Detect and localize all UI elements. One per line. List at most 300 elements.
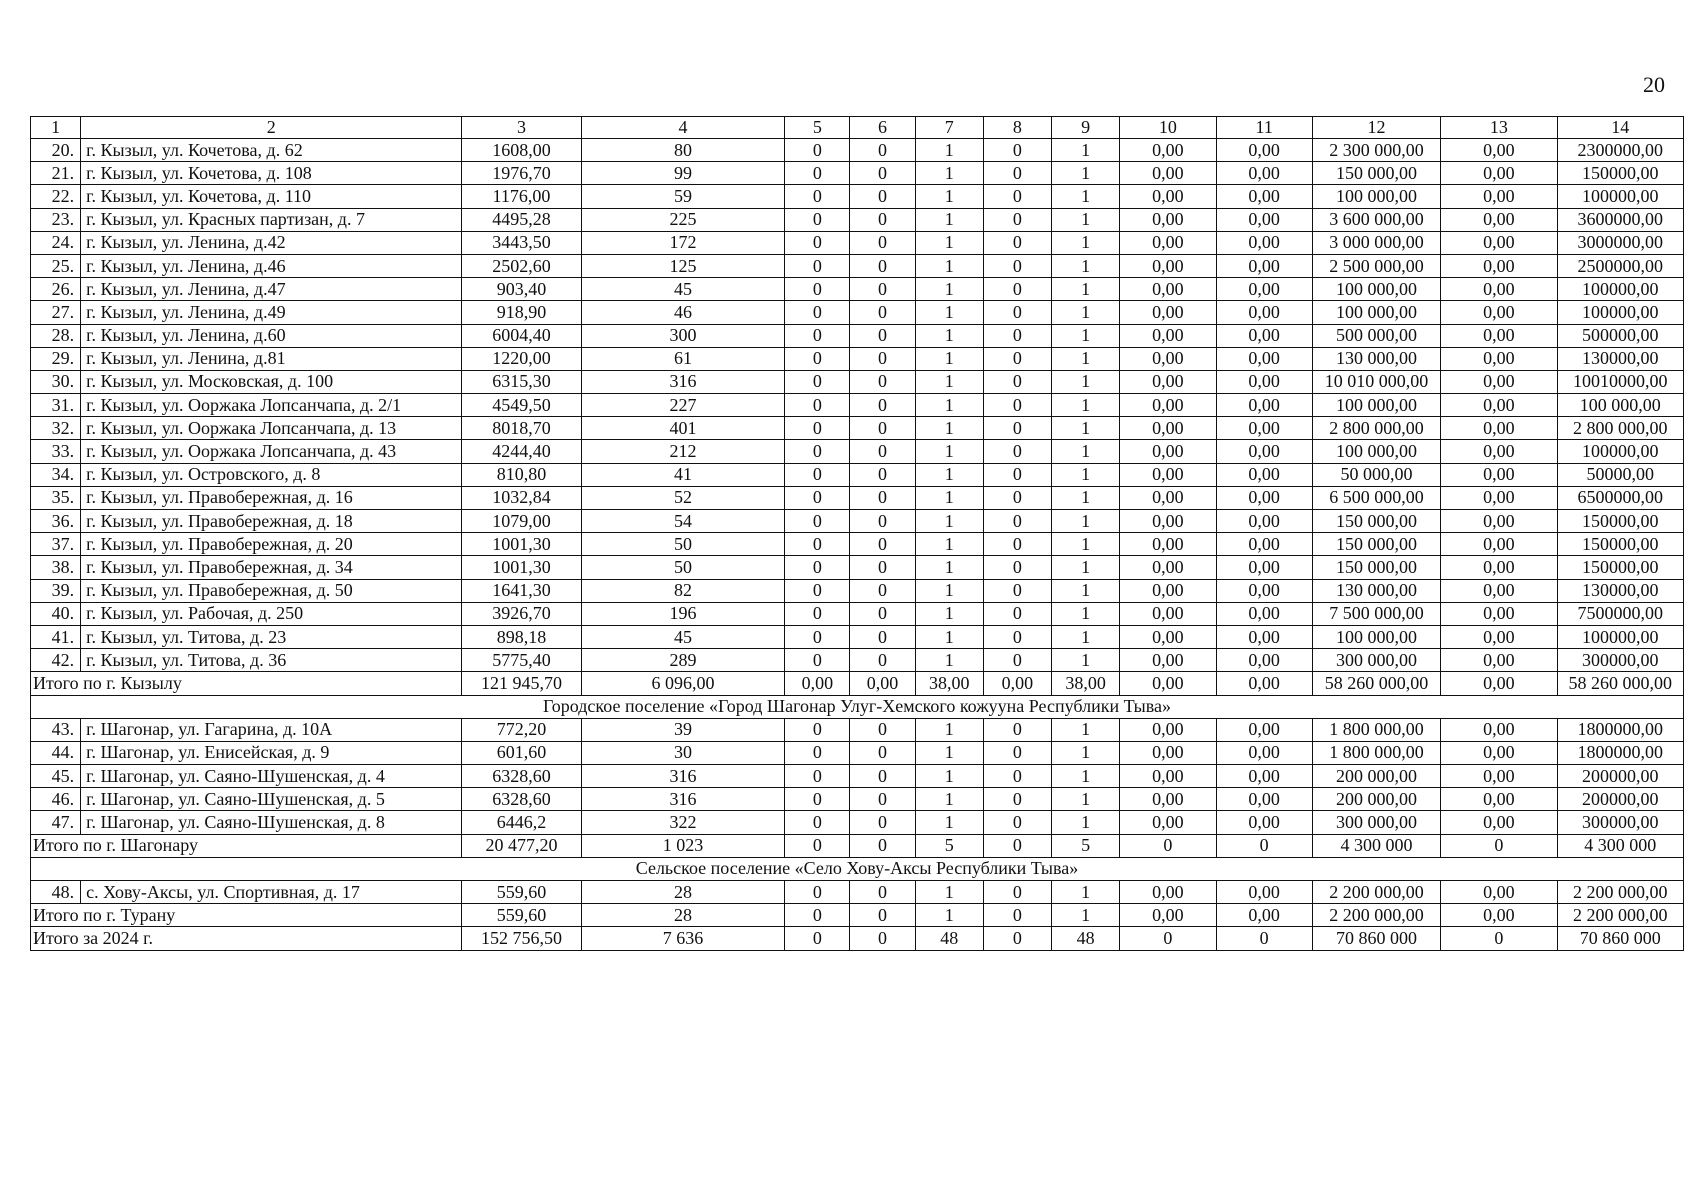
value-cell: 1 (915, 881, 983, 904)
row-number: 24. (31, 231, 81, 254)
value-cell: 7 500 000,00 (1312, 602, 1440, 625)
table-row (31, 602, 1684, 625)
value-cell: 1 (1052, 394, 1120, 417)
value-cell: 50 (581, 533, 785, 556)
value-cell: 0 (983, 649, 1051, 672)
value-cell: 0,00 (1216, 231, 1312, 254)
value-cell: 0 (850, 440, 915, 463)
value-cell: 1 (915, 486, 983, 509)
value-cell: 225 (581, 208, 785, 231)
value-cell: 0 (850, 486, 915, 509)
value-cell: 0 (850, 208, 915, 231)
value-cell: 3000000,00 (1557, 231, 1683, 254)
table-row (31, 765, 1684, 788)
table-row (31, 881, 1684, 904)
value-cell: 1641,30 (462, 579, 581, 602)
value-cell: 1 (1052, 881, 1120, 904)
address-cell: г. Кызыл, ул. Островского, д. 8 (81, 463, 462, 486)
value-cell: 0 (785, 440, 850, 463)
value-cell: 0 (785, 486, 850, 509)
value-cell: 1 (915, 278, 983, 301)
value-cell: 0,00 (1120, 278, 1216, 301)
value-cell: 50 (581, 556, 785, 579)
value-cell: 300 000,00 (1312, 649, 1440, 672)
value-cell: 41 (581, 463, 785, 486)
row-number: 43. (31, 718, 81, 741)
value-cell: 100 000,00 (1312, 301, 1440, 324)
table-row (31, 185, 1684, 208)
table-row (31, 811, 1684, 834)
value-cell: 316 (581, 788, 785, 811)
total-cell: 0,00 (1441, 672, 1557, 695)
section-header-row (31, 695, 1684, 718)
value-cell: 6328,60 (462, 788, 581, 811)
value-cell: 6 500 000,00 (1312, 486, 1440, 509)
value-cell: 0 (785, 185, 850, 208)
value-cell: 0,00 (1216, 741, 1312, 764)
value-cell: 300000,00 (1557, 649, 1683, 672)
value-cell: 59 (581, 185, 785, 208)
value-cell: 3600000,00 (1557, 208, 1683, 231)
value-cell: 0 (785, 417, 850, 440)
value-cell: 0,00 (1216, 208, 1312, 231)
value-cell: 0,00 (1441, 579, 1557, 602)
value-cell: 0,00 (1441, 556, 1557, 579)
column-number-header: 7 (915, 117, 983, 139)
value-cell: 0,00 (1441, 347, 1557, 370)
value-cell: 300 (581, 324, 785, 347)
value-cell: 0 (785, 510, 850, 533)
value-cell: 100000,00 (1557, 185, 1683, 208)
value-cell: 1 (915, 741, 983, 764)
value-cell: 1 (915, 370, 983, 393)
address-cell: г. Кызыл, ул. Кочетова, д. 110 (81, 185, 462, 208)
total-cell: 0 (850, 834, 915, 857)
value-cell: 0,00 (1120, 463, 1216, 486)
value-cell: 1 (1052, 741, 1120, 764)
value-cell: 0,00 (1441, 231, 1557, 254)
total-cell: 0,00 (850, 672, 915, 695)
value-cell: 100 000,00 (1312, 625, 1440, 648)
value-cell: 0 (785, 463, 850, 486)
address-cell: г. Кызыл, ул. Ленина, д.47 (81, 278, 462, 301)
row-number: 22. (31, 185, 81, 208)
value-cell: 6446,2 (462, 811, 581, 834)
total-label: Итого по г. Шагонару (31, 834, 462, 857)
value-cell: 0,00 (1441, 649, 1557, 672)
total-cell: 0 (1216, 927, 1312, 950)
value-cell: 401 (581, 417, 785, 440)
value-cell: 0,00 (1216, 347, 1312, 370)
value-cell: 0 (785, 625, 850, 648)
value-cell: 0 (785, 324, 850, 347)
table-row (31, 347, 1684, 370)
table-row (31, 208, 1684, 231)
address-cell: г. Шагонар, ул. Саяно-Шушенская, д. 8 (81, 811, 462, 834)
value-cell: 1 (915, 139, 983, 162)
table-row (31, 556, 1684, 579)
column-number-header: 2 (81, 117, 462, 139)
value-cell: 80 (581, 139, 785, 162)
value-cell: 99 (581, 162, 785, 185)
value-cell: 1 (1052, 811, 1120, 834)
table-row (31, 301, 1684, 324)
address-cell: г. Кызыл, ул. Правобережная, д. 34 (81, 556, 462, 579)
row-number: 36. (31, 510, 81, 533)
value-cell: 0 (850, 278, 915, 301)
table-row (31, 533, 1684, 556)
column-number-header: 11 (1216, 117, 1312, 139)
column-number-header: 14 (1557, 117, 1683, 139)
total-cell: 0 (1441, 834, 1557, 857)
grand-total-row (31, 927, 1684, 950)
value-cell: 4495,28 (462, 208, 581, 231)
value-cell: 0 (983, 231, 1051, 254)
register-table (30, 116, 1684, 951)
value-cell: 0,00 (1120, 556, 1216, 579)
table-body (31, 117, 1684, 951)
address-cell: г. Шагонар, ул. Саяно-Шушенская, д. 4 (81, 765, 462, 788)
value-cell: 1 (1052, 301, 1120, 324)
row-number: 26. (31, 278, 81, 301)
row-number: 35. (31, 486, 81, 509)
value-cell: 3 000 000,00 (1312, 231, 1440, 254)
value-cell: 6500000,00 (1557, 486, 1683, 509)
value-cell: 0,00 (1441, 185, 1557, 208)
value-cell: 0 (983, 254, 1051, 277)
value-cell: 2300000,00 (1557, 139, 1683, 162)
value-cell: 82 (581, 579, 785, 602)
value-cell: 1 (1052, 208, 1120, 231)
value-cell: 0,00 (1441, 324, 1557, 347)
value-cell: 0 (785, 741, 850, 764)
value-cell: 1 (1052, 440, 1120, 463)
address-cell: г. Кызыл, ул. Кочетова, д. 108 (81, 162, 462, 185)
value-cell: 0 (850, 602, 915, 625)
value-cell: 54 (581, 510, 785, 533)
value-cell: 200000,00 (1557, 765, 1683, 788)
total-label: Итого за 2024 г. (31, 927, 462, 950)
total-cell: 0 (785, 927, 850, 950)
table-row (31, 486, 1684, 509)
value-cell: 46 (581, 301, 785, 324)
value-cell: 1001,30 (462, 533, 581, 556)
column-number-header: 4 (581, 117, 785, 139)
value-cell: 0,00 (1216, 254, 1312, 277)
value-cell: 1 (915, 649, 983, 672)
address-cell: г. Шагонар, ул. Гагарина, д. 10А (81, 718, 462, 741)
value-cell: 100 000,00 (1312, 278, 1440, 301)
value-cell: 4244,40 (462, 440, 581, 463)
value-cell: 0 (983, 162, 1051, 185)
value-cell: 0 (850, 394, 915, 417)
address-cell: г. Кызыл, ул. Ленина, д.49 (81, 301, 462, 324)
value-cell: 0,00 (1441, 208, 1557, 231)
value-cell: 1800000,00 (1557, 741, 1683, 764)
table-row (31, 741, 1684, 764)
value-cell: 300000,00 (1557, 811, 1683, 834)
value-cell: 0,00 (1441, 278, 1557, 301)
value-cell: 150000,00 (1557, 162, 1683, 185)
section-title: Сельское поселение «Село Хову-Аксы Республики Тыва» (31, 857, 1684, 880)
total-cell: 58 260 000,00 (1557, 672, 1683, 695)
value-cell: 0 (983, 324, 1051, 347)
row-number: 31. (31, 394, 81, 417)
value-cell: 0 (983, 370, 1051, 393)
value-cell: 810,80 (462, 463, 581, 486)
table-row (31, 510, 1684, 533)
value-cell: 0,00 (1216, 625, 1312, 648)
value-cell: 0,00 (1216, 486, 1312, 509)
page-number: 20 (1643, 72, 1665, 97)
value-cell: 0 (983, 811, 1051, 834)
value-cell: 1 (915, 579, 983, 602)
value-cell: 100 000,00 (1312, 185, 1440, 208)
value-cell: 0 (785, 394, 850, 417)
value-cell: 0,00 (1120, 370, 1216, 393)
address-cell: г. Кызыл, ул. Ооржака Лопсанчапа, д. 2/1 (81, 394, 462, 417)
row-number: 27. (31, 301, 81, 324)
table-row (31, 463, 1684, 486)
value-cell: 2 200 000,00 (1312, 881, 1440, 904)
value-cell: 0 (850, 231, 915, 254)
value-cell: 130000,00 (1557, 579, 1683, 602)
column-number-header: 10 (1120, 117, 1216, 139)
value-cell: 100000,00 (1557, 301, 1683, 324)
value-cell: 0 (850, 765, 915, 788)
value-cell: 6004,40 (462, 324, 581, 347)
value-cell: 0 (785, 162, 850, 185)
value-cell: 0 (983, 463, 1051, 486)
value-cell: 0 (785, 254, 850, 277)
value-cell: 1 (1052, 533, 1120, 556)
value-cell: 0 (850, 463, 915, 486)
value-cell: 1 (1052, 278, 1120, 301)
value-cell: 1 (1052, 579, 1120, 602)
address-cell: г. Кызыл, ул. Правобережная, д. 16 (81, 486, 462, 509)
value-cell: 1 (1052, 324, 1120, 347)
value-cell: 1 (1052, 463, 1120, 486)
value-cell: 0 (983, 510, 1051, 533)
value-cell: 1220,00 (462, 347, 581, 370)
total-cell: 20 477,20 (462, 834, 581, 857)
total-cell: 0 (983, 834, 1051, 857)
value-cell: 1 (1052, 185, 1120, 208)
value-cell: 0 (983, 440, 1051, 463)
value-cell: 1001,30 (462, 556, 581, 579)
value-cell: 0,00 (1216, 579, 1312, 602)
total-cell: 70 860 000 (1557, 927, 1683, 950)
address-cell: г. Шагонар, ул. Саяно-Шушенская, д. 5 (81, 788, 462, 811)
column-number-header: 3 (462, 117, 581, 139)
value-cell: 0 (850, 139, 915, 162)
value-cell: 150 000,00 (1312, 533, 1440, 556)
address-cell: с. Хову-Аксы, ул. Спортивная, д. 17 (81, 881, 462, 904)
value-cell: 1 (915, 602, 983, 625)
value-cell: 0 (983, 486, 1051, 509)
address-cell: г. Кызыл, ул. Ленина, д.81 (81, 347, 462, 370)
column-number-header: 5 (785, 117, 850, 139)
value-cell: 1 (1052, 347, 1120, 370)
value-cell: 0 (850, 625, 915, 648)
value-cell: 100 000,00 (1557, 394, 1683, 417)
total-cell: 0 (1441, 927, 1557, 950)
value-cell: 0,00 (1216, 278, 1312, 301)
value-cell: 0,00 (1216, 440, 1312, 463)
total-cell: 0,00 (785, 672, 850, 695)
value-cell: 1 (915, 231, 983, 254)
value-cell: 200 000,00 (1312, 765, 1440, 788)
value-cell: 0,00 (1216, 811, 1312, 834)
value-cell: 1 (1052, 162, 1120, 185)
value-cell: 0 (850, 417, 915, 440)
value-cell: 1 (915, 254, 983, 277)
table-row (31, 788, 1684, 811)
total-cell: 1 023 (581, 834, 785, 857)
total-cell: 5 (915, 834, 983, 857)
value-cell: 1 (915, 440, 983, 463)
value-cell: 0 (850, 370, 915, 393)
value-cell: 1 (915, 765, 983, 788)
value-cell: 0,00 (1441, 811, 1557, 834)
table-row (31, 417, 1684, 440)
value-cell: 0,00 (1441, 625, 1557, 648)
total-cell: 0 (850, 904, 915, 927)
address-cell: г. Кызыл, ул. Правобережная, д. 18 (81, 510, 462, 533)
value-cell: 100000,00 (1557, 278, 1683, 301)
value-cell: 100 000,00 (1312, 440, 1440, 463)
value-cell: 2500000,00 (1557, 254, 1683, 277)
total-cell: 0 (1120, 927, 1216, 950)
value-cell: 0,00 (1441, 301, 1557, 324)
value-cell: 3926,70 (462, 602, 581, 625)
value-cell: 0 (850, 579, 915, 602)
total-cell: 0,00 (1441, 904, 1557, 927)
value-cell: 1 (1052, 231, 1120, 254)
value-cell: 0,00 (1120, 185, 1216, 208)
value-cell: 1800000,00 (1557, 718, 1683, 741)
value-cell: 0 (785, 649, 850, 672)
value-cell: 100000,00 (1557, 625, 1683, 648)
table-row (31, 324, 1684, 347)
total-cell: 2 200 000,00 (1312, 904, 1440, 927)
value-cell: 0,00 (1216, 394, 1312, 417)
value-cell: 0 (983, 417, 1051, 440)
value-cell: 1 (915, 718, 983, 741)
total-cell: 28 (581, 904, 785, 927)
total-cell: 58 260 000,00 (1312, 672, 1440, 695)
value-cell: 130 000,00 (1312, 347, 1440, 370)
value-cell: 1 (915, 394, 983, 417)
value-cell: 0,00 (1216, 718, 1312, 741)
value-cell: 30 (581, 741, 785, 764)
value-cell: 0,00 (1120, 788, 1216, 811)
value-cell: 2 200 000,00 (1557, 881, 1683, 904)
value-cell: 150 000,00 (1312, 556, 1440, 579)
value-cell: 0,00 (1441, 788, 1557, 811)
value-cell: 150000,00 (1557, 510, 1683, 533)
value-cell: 0,00 (1216, 556, 1312, 579)
value-cell: 0 (785, 765, 850, 788)
value-cell: 0 (785, 718, 850, 741)
value-cell: 289 (581, 649, 785, 672)
table-row (31, 139, 1684, 162)
value-cell: 6315,30 (462, 370, 581, 393)
value-cell: 0 (983, 533, 1051, 556)
value-cell: 8018,70 (462, 417, 581, 440)
value-cell: 0 (983, 881, 1051, 904)
table-row (31, 625, 1684, 648)
row-number: 47. (31, 811, 81, 834)
value-cell: 0 (983, 139, 1051, 162)
row-number: 34. (31, 463, 81, 486)
row-number: 29. (31, 347, 81, 370)
total-cell: 4 300 000 (1312, 834, 1440, 857)
value-cell: 0,00 (1120, 579, 1216, 602)
value-cell: 0 (785, 881, 850, 904)
value-cell: 0,00 (1120, 765, 1216, 788)
value-cell: 0,00 (1120, 440, 1216, 463)
row-number: 44. (31, 741, 81, 764)
subtotal-row (31, 904, 1684, 927)
value-cell: 0 (785, 533, 850, 556)
value-cell: 0,00 (1441, 394, 1557, 417)
column-number-header: 9 (1052, 117, 1120, 139)
value-cell: 0,00 (1120, 231, 1216, 254)
table-row (31, 649, 1684, 672)
value-cell: 0,00 (1120, 741, 1216, 764)
row-number: 23. (31, 208, 81, 231)
value-cell: 0 (850, 881, 915, 904)
table-row (31, 370, 1684, 393)
value-cell: 300 000,00 (1312, 811, 1440, 834)
value-cell: 0,00 (1216, 510, 1312, 533)
value-cell: 601,60 (462, 741, 581, 764)
value-cell: 1 (1052, 602, 1120, 625)
value-cell: 0 (785, 602, 850, 625)
value-cell: 0,00 (1120, 718, 1216, 741)
address-cell: г. Кызыл, ул. Рабочая, д. 250 (81, 602, 462, 625)
value-cell: 0,00 (1441, 765, 1557, 788)
value-cell: 0 (850, 254, 915, 277)
value-cell: 0 (983, 301, 1051, 324)
value-cell: 1608,00 (462, 139, 581, 162)
value-cell: 5775,40 (462, 649, 581, 672)
total-cell: 121 945,70 (462, 672, 581, 695)
value-cell: 1 (915, 788, 983, 811)
value-cell: 0,00 (1120, 254, 1216, 277)
total-cell: 70 860 000 (1312, 927, 1440, 950)
total-cell: 38,00 (915, 672, 983, 695)
address-cell: г. Кызыл, ул. Титова, д. 36 (81, 649, 462, 672)
total-cell: 1 (915, 904, 983, 927)
total-cell: 0,00 (1120, 672, 1216, 695)
total-cell: 0 (1120, 834, 1216, 857)
value-cell: 0,00 (1216, 881, 1312, 904)
value-cell: 1 (915, 811, 983, 834)
value-cell: 45 (581, 625, 785, 648)
total-cell: 559,60 (462, 904, 581, 927)
total-cell: 152 756,50 (462, 927, 581, 950)
address-cell: г. Кызыл, ул. Ооржака Лопсанчапа, д. 43 (81, 440, 462, 463)
value-cell: 0 (785, 139, 850, 162)
value-cell: 0,00 (1120, 139, 1216, 162)
value-cell: 1 (1052, 486, 1120, 509)
value-cell: 212 (581, 440, 785, 463)
value-cell: 0,00 (1120, 602, 1216, 625)
value-cell: 1 (915, 463, 983, 486)
value-cell: 227 (581, 394, 785, 417)
